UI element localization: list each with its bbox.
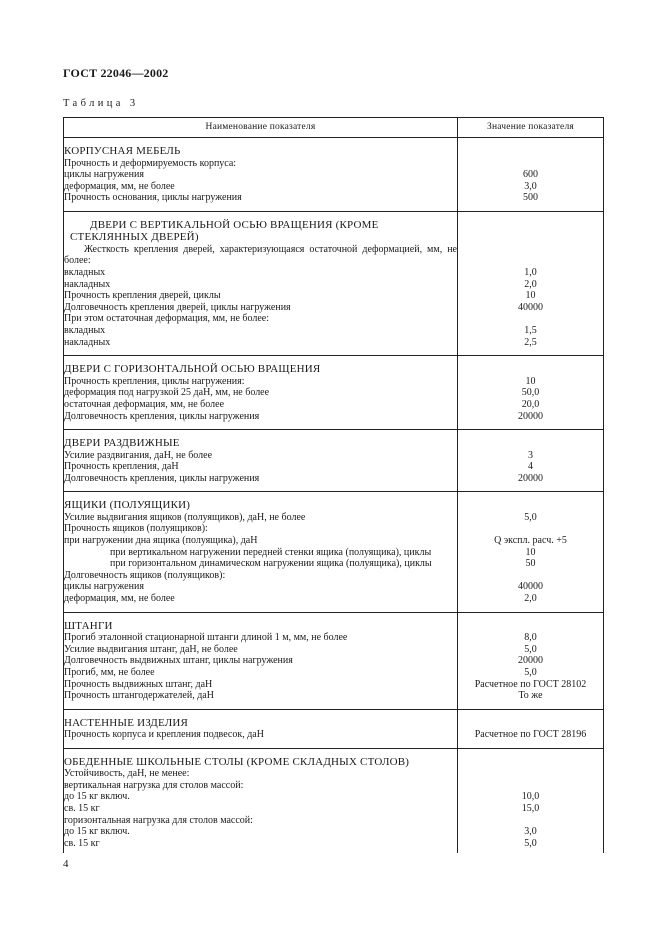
- section-title: КОРПУСНАЯ МЕБЕЛЬ: [64, 145, 458, 158]
- table-row: [64, 279, 604, 291]
- table-row: [64, 523, 604, 535]
- row-name: Прочность основания, циклы нагружения: [64, 192, 458, 204]
- table-row: [64, 169, 604, 181]
- row-value: 8,0: [458, 632, 604, 644]
- table-row: [64, 267, 604, 279]
- section-title: ЯЩИКИ (ПОЛУЯЩИКИ): [64, 499, 458, 512]
- row-value: 3: [458, 450, 604, 462]
- table-row: [64, 644, 604, 656]
- row-name: Долговечность крепления, циклы нагружения: [64, 411, 458, 423]
- table-row: [64, 337, 604, 349]
- row-value: 50: [458, 558, 604, 570]
- table-row: [64, 593, 604, 605]
- row-value: 10: [458, 547, 604, 559]
- row-value: [458, 158, 604, 170]
- row-name: Долговечность ящиков (полуящиков):: [64, 570, 458, 582]
- section-title-row: [64, 145, 604, 158]
- row-name: деформация под нагрузкой 25 даН, мм, не более: [64, 387, 458, 399]
- table-row: [64, 181, 604, 193]
- row-name: Прочность корпуса и крепления подвесок, даН: [64, 729, 458, 741]
- table-row: [64, 535, 604, 547]
- table-row: [64, 826, 604, 838]
- table-row: [64, 192, 604, 204]
- row-name: вертикальная нагрузка для столов массой:: [64, 780, 458, 792]
- row-value: 2,0: [458, 279, 604, 291]
- row-name: Прогиб эталонной стационарной штанги длиной 1 м, мм, не более: [64, 632, 458, 644]
- row-value: Расчетное по ГОСТ 28196: [458, 729, 604, 741]
- row-value: 1,5: [458, 325, 604, 337]
- row-value: 500: [458, 192, 604, 204]
- section-spacer: [64, 430, 604, 438]
- section-title-row: [64, 437, 604, 450]
- row-value: [458, 815, 604, 827]
- table-row: [64, 290, 604, 302]
- row-value: [458, 523, 604, 535]
- table-row: [64, 667, 604, 679]
- row-name: Устойчивость, даН, не менее:: [64, 768, 458, 780]
- table-row: [64, 547, 604, 559]
- section-spacer: [64, 492, 604, 500]
- page-number: 4: [63, 858, 69, 870]
- row-value: [458, 244, 604, 267]
- row-name: деформация, мм, не более: [64, 593, 458, 605]
- table-row: [64, 158, 604, 170]
- row-name: при вертикальном нагружении передней стенки ящика (полуящика), циклы: [64, 547, 458, 559]
- row-name: накладных: [64, 279, 458, 291]
- row-name: св. 15 кг: [64, 803, 458, 815]
- row-name: деформация, мм, не более: [64, 181, 458, 193]
- row-value: 40000: [458, 581, 604, 593]
- table-row: [64, 791, 604, 803]
- row-value: 50,0: [458, 387, 604, 399]
- row-value: 5,0: [458, 667, 604, 679]
- row-name: циклы нагружения: [64, 169, 458, 181]
- specification-table: [63, 117, 604, 853]
- section-title-row: [64, 717, 604, 730]
- row-name: до 15 кг включ.: [64, 791, 458, 803]
- table-row: [64, 632, 604, 644]
- row-value: [458, 570, 604, 582]
- table-row: [64, 803, 604, 815]
- section-spacer: [64, 356, 604, 364]
- section-spacer: [64, 348, 604, 356]
- section-title-row: [64, 499, 604, 512]
- row-name: Прочность крепления дверей, циклы: [64, 290, 458, 302]
- table-row: [64, 376, 604, 388]
- section-title-row: [64, 363, 604, 376]
- section-spacer: [64, 849, 604, 853]
- section-title: НАСТЕННЫЕ ИЗДЕЛИЯ: [64, 717, 458, 730]
- row-name: Прочность выдвижных штанг, даН: [64, 679, 458, 691]
- row-value: 3,0: [458, 181, 604, 193]
- table-caption: Таблица 3: [63, 98, 139, 109]
- table-row: [64, 450, 604, 462]
- row-name: Прочность штангодержателей, даН: [64, 690, 458, 702]
- row-value: 5,0: [458, 838, 604, 850]
- section-spacer: [64, 211, 604, 219]
- table-row: [64, 679, 604, 691]
- table-row: [64, 302, 604, 314]
- row-name: Прочность и деформируемость корпуса:: [64, 158, 458, 170]
- table-row: [64, 729, 604, 741]
- section-spacer: [64, 484, 604, 492]
- table-row: [64, 313, 604, 325]
- row-name: при нагружении дна ящика (полуящика), даН: [64, 535, 458, 547]
- row-value: 10: [458, 376, 604, 388]
- section-spacer: [64, 612, 604, 620]
- row-value: 20000: [458, 411, 604, 423]
- table-row: [64, 473, 604, 485]
- section-title: ШТАНГИ: [64, 620, 458, 633]
- row-name: циклы нагружения: [64, 581, 458, 593]
- section-spacer: [64, 709, 604, 717]
- section-spacer: [64, 204, 604, 212]
- table-row: [64, 244, 604, 267]
- row-name: вкладных: [64, 325, 458, 337]
- column-header-name: Наименование показателя: [64, 118, 458, 138]
- row-value: 2,0: [458, 593, 604, 605]
- section-title: ДВЕРИ С ГОРИЗОНТАЛЬНОЙ ОСЬЮ ВРАЩЕНИЯ: [64, 363, 458, 376]
- section-spacer: [64, 741, 604, 749]
- table-row: [64, 780, 604, 792]
- table-row: [64, 838, 604, 850]
- section-spacer: [64, 605, 604, 613]
- row-value: 20,0: [458, 399, 604, 411]
- row-value: 5,0: [458, 512, 604, 524]
- table-row: [64, 690, 604, 702]
- row-name: Прочность ящиков (полуящиков):: [64, 523, 458, 535]
- section-title-row: [64, 756, 604, 769]
- table-row: [64, 581, 604, 593]
- section-title-row: [64, 620, 604, 633]
- row-value: 4: [458, 461, 604, 473]
- row-name: Жесткость крепления дверей, характеризующаяся остаточной деформацией, мм, не более:: [64, 243, 457, 267]
- row-value: 5,0: [458, 644, 604, 656]
- row-value: [458, 780, 604, 792]
- row-value: 1,0: [458, 267, 604, 279]
- row-name: Прочность крепления, даН: [64, 461, 458, 473]
- table-row: [64, 768, 604, 780]
- row-name: до 15 кг включ.: [64, 826, 458, 838]
- table-row: [64, 815, 604, 827]
- row-name: вкладных: [64, 267, 458, 279]
- document-code: ГОСТ 22046—2002: [63, 66, 169, 80]
- row-name: Прочность крепления, циклы нагружения:: [64, 376, 458, 388]
- table-row: [64, 325, 604, 337]
- row-value: 600: [458, 169, 604, 181]
- table-row: [64, 399, 604, 411]
- row-value: 15,0: [458, 803, 604, 815]
- row-name: Усилие раздвигания, даН, не более: [64, 450, 458, 462]
- table-row: [64, 411, 604, 423]
- row-value: То же: [458, 690, 604, 702]
- section-title: ДВЕРИ С ВЕРТИКАЛЬНОЙ ОСЬЮ ВРАЩЕНИЯ (КРОМЕ СТЕКЛЯННЫХ ДВЕРЕЙ): [64, 219, 458, 244]
- section-spacer: [64, 748, 604, 756]
- column-header-value: Значение показателя: [458, 118, 604, 138]
- section-spacer: [64, 702, 604, 710]
- row-name: Усилие выдвигания ящиков (полуящиков), даН, не более: [64, 512, 458, 524]
- row-name: Долговечность крепления, циклы нагружения: [64, 473, 458, 485]
- row-name: При этом остаточная деформация, мм, не более:: [64, 313, 458, 325]
- row-value: Расчетное по ГОСТ 28102: [458, 679, 604, 691]
- row-name: св. 15 кг: [64, 838, 458, 850]
- section-title: ОБЕДЕННЫЕ ШКОЛЬНЫЕ СТОЛЫ (КРОМЕ СКЛАДНЫХ СТОЛОВ): [64, 756, 458, 769]
- table-row: [64, 512, 604, 524]
- table-row: [64, 655, 604, 667]
- row-name: Долговечность выдвижных штанг, циклы нагружения: [64, 655, 458, 667]
- row-name: горизонтальная нагрузка для столов массой:: [64, 815, 458, 827]
- table-row: [64, 570, 604, 582]
- row-value: 10,0: [458, 791, 604, 803]
- row-value: 10: [458, 290, 604, 302]
- row-value: 20000: [458, 473, 604, 485]
- section-title: ДВЕРИ РАЗДВИЖНЫЕ: [64, 437, 458, 450]
- row-name: Долговечность крепления дверей, циклы нагружения: [64, 302, 458, 314]
- table-row: [64, 461, 604, 473]
- section-spacer: [64, 422, 604, 430]
- row-name: при горизонтальном динамическом нагружении ящика (полуящика), циклы: [64, 558, 458, 570]
- table-row: [64, 387, 604, 399]
- section-spacer: [64, 138, 604, 146]
- row-name: накладных: [64, 337, 458, 349]
- row-value: 40000: [458, 302, 604, 314]
- row-value: 2,5: [458, 337, 604, 349]
- row-value: 20000: [458, 655, 604, 667]
- section-title-row: [64, 219, 604, 244]
- row-name: остаточная деформация, мм, не более: [64, 399, 458, 411]
- row-name: Усилие выдвигания штанг, даН, не более: [64, 644, 458, 656]
- row-name: Прогиб, мм, не более: [64, 667, 458, 679]
- row-value: [458, 313, 604, 325]
- row-value: 3,0: [458, 826, 604, 838]
- row-value: Q экспл. расч. +5: [458, 535, 604, 547]
- table-row: [64, 558, 604, 570]
- table-header-row: [64, 118, 604, 138]
- row-value: [458, 768, 604, 780]
